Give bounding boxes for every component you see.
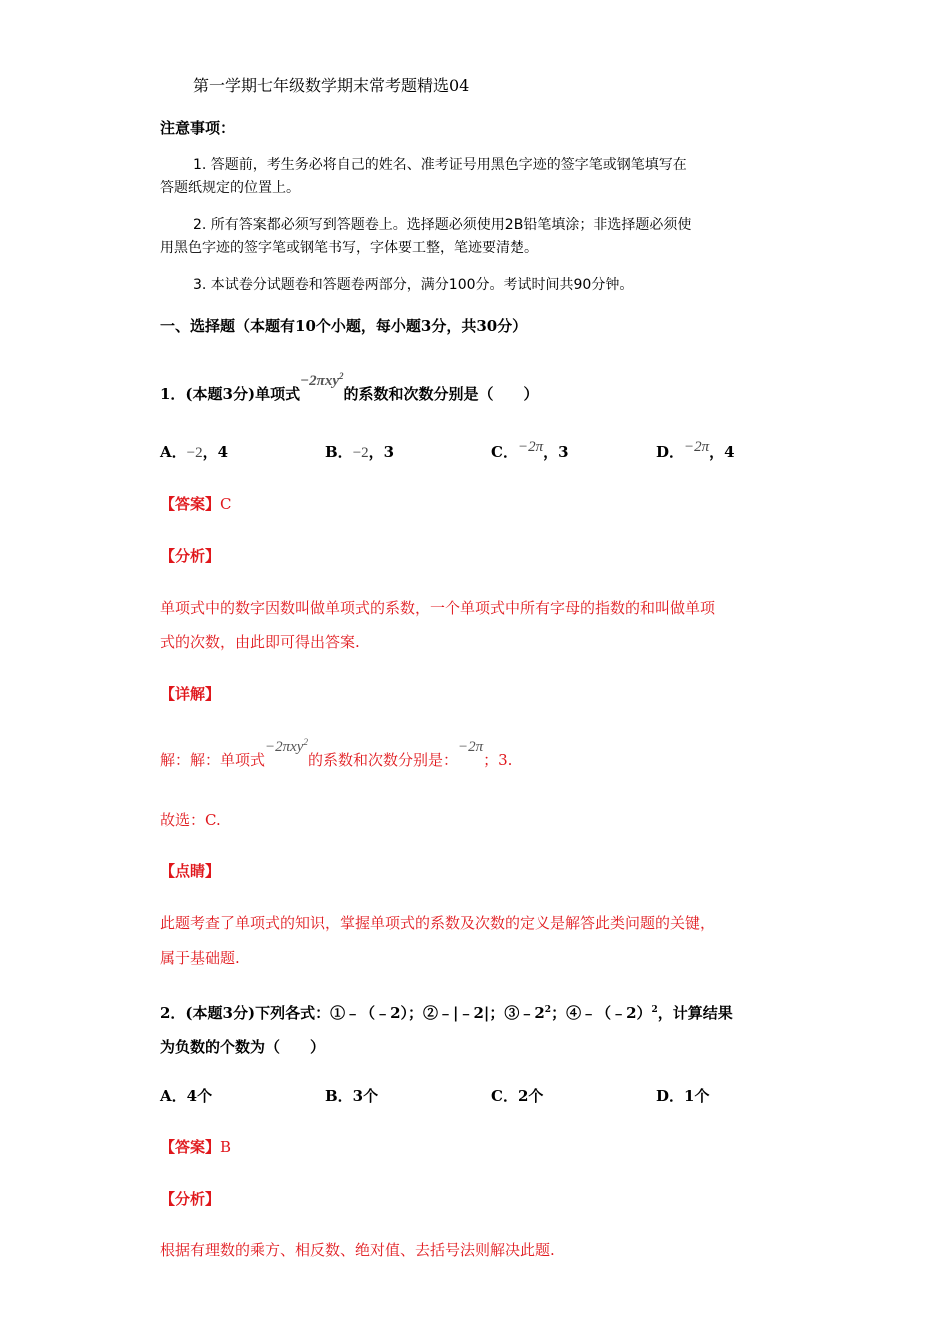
option-label: D． — [656, 443, 685, 461]
question-1-choose: 故选：C. — [160, 811, 221, 829]
option-value: −2π — [684, 439, 710, 455]
option-rest: ，4 — [709, 443, 735, 461]
notice-item-2-line-2: 用黑色字迹的签字笔或钢笔书写，字体要工整，笔迹要清楚。 — [160, 240, 538, 256]
exponent-2: 2 — [651, 1005, 658, 1015]
notice-item-3: 3. 本试卷分试题卷和答题卷两部分，满分100分。考试时间共90分钟。 — [193, 277, 634, 293]
stem-part-2: ；④﹣（﹣2） — [551, 1004, 652, 1022]
option-label: B． — [325, 443, 353, 461]
answer-value: B — [220, 1138, 232, 1156]
option-value: −2 — [186, 445, 203, 461]
option-rest: ，4 — [202, 443, 229, 461]
question-1-detail-label: 【详解】 — [160, 685, 221, 703]
question-1-detail — [160, 737, 513, 771]
section-heading: 一、选择题（本题有10个小题，每小题3分，共30分） — [160, 317, 528, 335]
question-2-stem-line-2: 为负数的个数为（ ） — [160, 1038, 326, 1056]
detail-monomial — [265, 739, 308, 755]
detail-end: ；3. — [483, 751, 513, 769]
question-1-analysis-line-1: 单项式中的数字因数叫做单项式的系数，一个单项式中所有字母的指数的和叫做单项 — [160, 599, 716, 617]
question-1-comment-label: 【点睛】 — [160, 862, 221, 880]
question-1-comment-line-2: 属于基础题. — [160, 949, 240, 967]
option-rest: ，3 — [543, 443, 569, 461]
stem-part-3: ，计算结果 — [657, 1004, 733, 1022]
exponent-1: 2 — [544, 1005, 552, 1015]
question-2-option-d[interactable]: D．1个 — [656, 1087, 710, 1105]
question-1-option-c[interactable] — [491, 439, 569, 463]
notice-item-1-line-2: 答题纸规定的位置上。 — [160, 180, 300, 196]
question-1-analysis-label: 【分析】 — [160, 547, 221, 565]
question-1-suffix: 的系数和次数分别是（ ） — [343, 385, 539, 403]
stem-part-1: 2．(本题3分)下列各式：①﹣（﹣2）；②﹣|﹣2|；③﹣2 — [160, 1004, 545, 1022]
answer-label: 【答案】 — [160, 495, 221, 513]
detail-mid: 的系数和次数分别是： — [307, 751, 458, 769]
question-1-monomial — [300, 373, 343, 389]
monomial-base: −2πxy — [265, 739, 304, 755]
question-2-option-b[interactable]: B．3个 — [325, 1087, 379, 1105]
monomial-exponent: 2 — [303, 737, 308, 747]
notice-item-2-line-1: 2. 所有答案都必须写到答题卷上。选择题必须使用2B铅笔填涂；非选择题必须使 — [193, 217, 692, 233]
question-1-option-a[interactable] — [160, 442, 228, 463]
monomial-exponent: 2 — [339, 371, 344, 381]
question-1-option-b[interactable] — [325, 442, 394, 463]
option-label: C． — [491, 443, 518, 461]
question-1-comment-line-1: 此题考查了单项式的知识，掌握单项式的系数及次数的定义是解答此类问题的关键， — [160, 914, 716, 932]
question-1-option-d[interactable] — [656, 439, 735, 463]
question-2-option-c[interactable]: C．2个 — [491, 1087, 544, 1105]
option-rest: ，3 — [368, 443, 395, 461]
option-value: −2 — [352, 445, 369, 461]
question-1-answer — [160, 494, 232, 514]
page-title: 第一学期七年级数学期末常考题精选04 — [193, 76, 470, 95]
question-1-analysis-line-2: 式的次数，由此即可得出答案. — [160, 633, 360, 651]
question-2-option-a[interactable]: A．4个 — [160, 1087, 213, 1105]
answer-label: 【答案】 — [160, 1138, 221, 1156]
question-2-analysis: 根据有理数的乘方、相反数、绝对值、去括号法则解决此题. — [160, 1241, 555, 1259]
question-1-stem — [160, 371, 539, 405]
question-2-analysis-label: 【分析】 — [160, 1190, 221, 1208]
option-label: A． — [160, 443, 187, 461]
question-2-answer — [160, 1137, 231, 1157]
answer-value: C — [220, 495, 232, 513]
notice-heading: 注意事项： — [160, 119, 236, 137]
monomial-base: −2πxy — [300, 373, 340, 389]
option-value: −2π — [517, 439, 544, 455]
question-2-stem-line-1 — [160, 1000, 733, 1023]
notice-item-1-line-1: 1. 答题前，考生务必将自己的姓名、准考证号用黑色字迹的签字笔或钢笔填写在 — [193, 157, 687, 173]
detail-coefficient: −2π — [457, 739, 484, 755]
detail-prefix: 解：解：单项式 — [160, 751, 266, 769]
question-1-prefix: 1．(本题3分)单项式 — [160, 385, 301, 403]
